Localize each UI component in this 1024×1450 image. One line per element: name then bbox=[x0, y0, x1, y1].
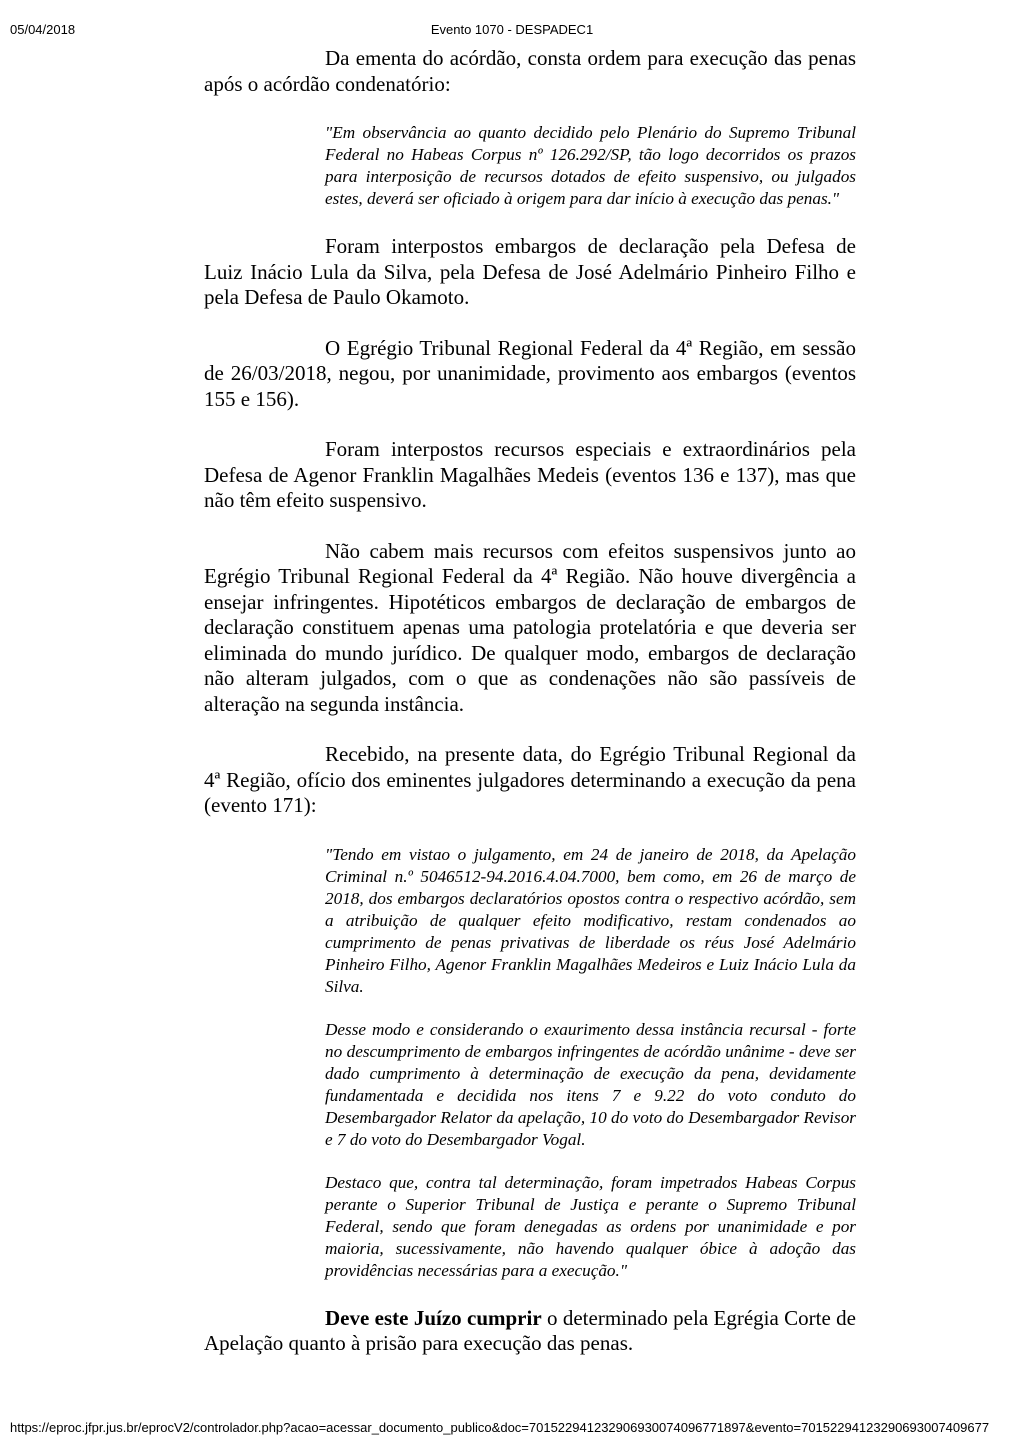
paragraph bbox=[204, 1306, 856, 1357]
paragraph: Foram interpostos embargos de declaração pela Defesa de Luiz Inácio Lula da Silva, pela Defesa de José Adelmário Pinheiro Filho e pela Defesa de Paulo Okamoto. bbox=[204, 234, 856, 309]
paragraph: Não cabem mais recursos com efeitos suspensivos junto ao Egrégio Tribunal Regional Federal da 4ª Região. Não houve divergência a ensejar infringentes. Hipotéticos embargos de declaração de embargos de declaração constituem apenas uma patologia protelatória e que deveria ser eliminada do mundo jurídico. De qualquer modo, embargos de declaração não alteram julgados, com o que as condenações não são passíveis de alteração na segunda instância. bbox=[204, 538, 856, 716]
block-quote: Destaco que, contra tal determinação, foram impetrados Habeas Corpus perante o Superior Tribunal de Justiça e perante o Supremo Tribunal Federal, sendo que foram denegadas as ordens por unanimidade e por maioria, sucessivamente, não havendo qualquer óbice à adoção das providências necessárias para a execução." bbox=[325, 1172, 856, 1280]
print-title: Evento 1070 - DESPADEC1 bbox=[430, 22, 594, 37]
block-quote: Desse modo e considerando o exaurimento dessa instância recursal - forte no descumprimento de embargos infringentes de acórdão unânime - deve ser dado cumprimento à determinação de execução da pena, devidamente fundamentada e decidida nos itens 7 e 9.22 do voto conduto do Desembargador Relator da apelação, 10 do voto do Desembargador Revisor e 7 do voto do Desembargador Vogal. bbox=[325, 1019, 856, 1149]
block-quote: "Em observância ao quanto decidido pelo Plenário do Supremo Tribunal Federal no Habeas Corpus nº 126.292/SP, tão logo decorridos os prazos para interposição de recursos dotados de efeito suspensivo, ou julgados estes, deverá ser oficiado à origem para dar início à execução das penas." bbox=[325, 123, 856, 208]
paragraph: Recebido, na presente data, do Egrégio Tribunal Regional da 4ª Região, ofício dos eminentes julgadores determinando a execução da pena (evento 171): bbox=[204, 742, 856, 817]
print-footer-url: https://eproc.jfpr.jus.br/eprocV2/controlador.php?acao=acessar_documento_publico&doc=701522941232906930074096771897&evento=70152294123290693007409677 bbox=[10, 1420, 990, 1435]
block-quote: "Tendo em vistao o julgamento, em 24 de janeiro de 2018, da Apelação Criminal n.º 5046512-94.2016.4.04.7000, bem como, em 26 de março de 2018, dos embargos declaratórios opostos contra o respectivo acórdão, sem a atribuição de qualquer efeito modificativo, restam condenados ao cumprimento de penas privativas de liberdade os réus José Adelmário Pinheiro Filho, Agenor Franklin Magalhães Medeiros e Luiz Inácio Lula da Silva. bbox=[325, 844, 856, 996]
paragraph: Foram interpostos recursos especiais e extraordinários pela Defesa de Agenor Franklin Magalhães Medeis (eventos 136 e 137), mas que não têm efeito suspensivo. bbox=[204, 437, 856, 512]
print-header bbox=[0, 22, 1024, 42]
paragraph-text: o determinado pela Egrégia Corte de Apelação quanto à prisão para execução das penas. bbox=[204, 1305, 856, 1355]
paragraph: Da ementa do acórdão, consta ordem para execução das penas após o acórdão condenatório: bbox=[204, 46, 856, 96]
emphasis-text: Deve este Juízo cumprir bbox=[325, 1305, 542, 1330]
print-date: 05/04/2018 bbox=[10, 22, 76, 37]
paragraph: O Egrégio Tribunal Regional Federal da 4ª Região, em sessão de 26/03/2018, negou, por unanimidade, provimento aos embargos (eventos 155 e 156). bbox=[204, 335, 856, 411]
document-body bbox=[204, 46, 856, 1382]
